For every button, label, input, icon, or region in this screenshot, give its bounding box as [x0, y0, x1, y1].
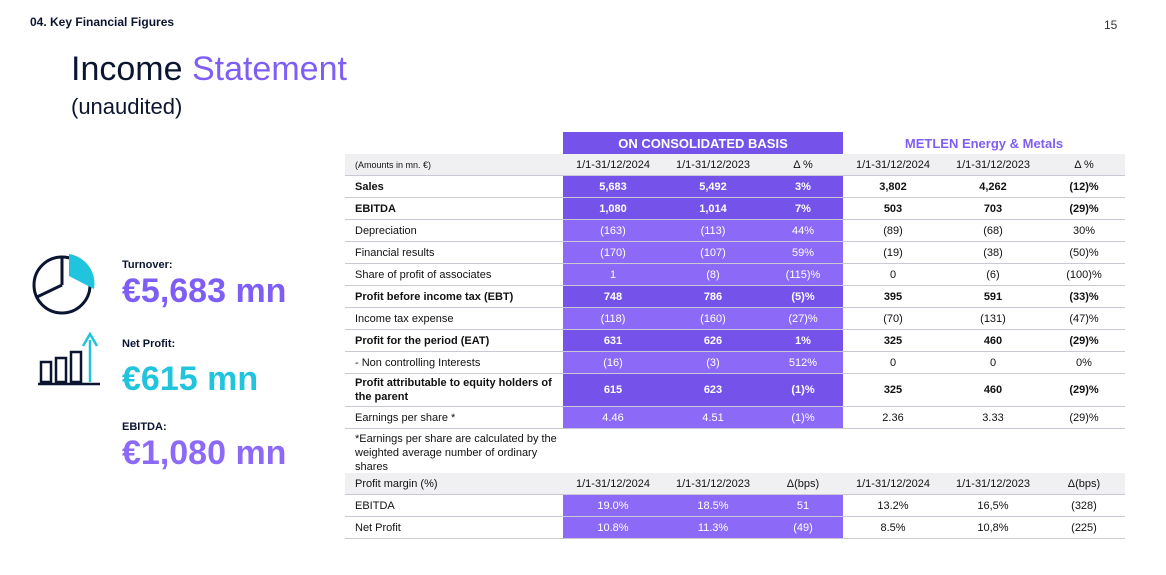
table-cell: (160) [663, 308, 763, 329]
table-cell: (328) [1071, 499, 1097, 512]
table-cell: (89) [883, 224, 903, 237]
column-header-row [345, 154, 1125, 176]
ebitda-label: EBITDA: [122, 421, 167, 433]
table-cell: 0 [989, 356, 997, 369]
row-label: Earnings per share * [355, 411, 456, 424]
page-subtitle: (unaudited) [71, 94, 183, 119]
table-cell: (113) [663, 220, 763, 241]
table-cell: (29)% [1069, 202, 1099, 215]
column-header: Δ(bps) [1043, 473, 1125, 494]
table-cell: 631 [563, 330, 663, 351]
column-header: 1/1-31/12/2024 [843, 473, 943, 494]
row-label: Share of profit of associates [355, 268, 492, 281]
table-cell: (29)% [1069, 384, 1099, 396]
row-label: Income tax expense [355, 312, 454, 325]
table-cell: 623 [663, 374, 763, 406]
ebitda-value: €1,080 mn [122, 434, 287, 472]
table-row [345, 286, 1125, 308]
table-cell: 512% [763, 352, 843, 373]
row-label: Net Profit [355, 521, 401, 534]
table-group-header [345, 132, 1125, 154]
title-main: Income [71, 50, 183, 88]
column-header: Δ(bps) [763, 473, 843, 494]
table-row [345, 352, 1125, 374]
margin-row [345, 517, 1125, 539]
title-highlight: Statement [191, 50, 347, 88]
column-header: 1/1-31/12/2024 [843, 154, 943, 175]
column-header: Δ % [1043, 154, 1125, 175]
table-cell: 51 [763, 495, 843, 516]
table-cell: 3% [763, 176, 843, 197]
table-cell: 1% [763, 330, 843, 351]
table-cell: 748 [563, 286, 663, 307]
table-cell: 1,014 [663, 198, 763, 219]
table-cell: 395 [883, 290, 903, 303]
table-cell: (100)% [1066, 268, 1102, 281]
table-cell: 5,492 [663, 176, 763, 197]
table-cell: 2.36 [882, 411, 904, 424]
table-cell: (6) [986, 268, 1000, 281]
table-cell: 16,5% [977, 499, 1009, 512]
amounts-unit-label: (Amounts in mn. €) [345, 154, 563, 175]
table-cell: 615 [563, 374, 663, 406]
table-cell: 59% [763, 242, 843, 263]
table-cell: 703 [983, 202, 1003, 215]
table-cell: 4,262 [979, 180, 1007, 193]
page-title [71, 50, 347, 89]
table-row [345, 198, 1125, 220]
table-cell: (1)% [763, 374, 843, 406]
table-cell: 5,683 [563, 176, 663, 197]
row-label: Profit before income tax (EBT) [355, 290, 514, 303]
table-cell: (19) [883, 246, 903, 259]
table-cell: (29)% [1069, 334, 1099, 347]
table-cell: (29)% [1069, 411, 1099, 424]
row-label: Financial results [355, 246, 435, 259]
table-cell: 460 [983, 384, 1003, 396]
table-cell: 7% [763, 198, 843, 219]
row-label: EBITDA [355, 202, 396, 215]
table-cell: (107) [663, 242, 763, 263]
income-statement-table [345, 132, 1125, 539]
table-cell: (33)% [1069, 290, 1099, 303]
table-cell: (3) [663, 352, 763, 373]
table-row [345, 242, 1125, 264]
column-header: 1/1-31/12/2024 [563, 473, 663, 494]
table-cell: 0 [889, 356, 897, 369]
table-row [345, 308, 1125, 330]
pie-chart-icon [32, 254, 96, 316]
table-cell: (115)% [763, 264, 843, 285]
table-cell: (16) [563, 352, 663, 373]
column-header: 1/1-31/12/2023 [663, 473, 763, 494]
table-cell: 4.46 [563, 407, 663, 428]
metlen-header: METLEN Energy & Metals [904, 135, 1064, 151]
net-profit-label: Net Profit: [122, 338, 176, 350]
table-cell: (49) [763, 517, 843, 538]
table-cell: (8) [663, 264, 763, 285]
table-cell: 19.0% [563, 495, 663, 516]
table-cell: (47)% [1069, 312, 1099, 325]
row-label: Profit attributable to equity holders of the parent [355, 377, 552, 403]
eps-footnote-row [345, 429, 1125, 473]
table-row [345, 407, 1125, 429]
section-label: 04. Key Financial Figures [30, 15, 175, 29]
table-cell: 1 [563, 264, 663, 285]
table-cell: 10,8% [977, 521, 1009, 534]
table-cell: (12)% [1069, 180, 1099, 193]
table-cell: 18.5% [663, 495, 763, 516]
bar-growth-icon [38, 330, 100, 386]
row-label: - Non controlling Interests [355, 356, 481, 369]
table-cell: (70) [883, 312, 903, 325]
table-cell: 8.5% [880, 521, 906, 534]
table-cell: 1,080 [563, 198, 663, 219]
eps-footnote: *Earnings per share are calculated by the weighted average number of ordinary shares [355, 433, 557, 473]
column-header: 1/1-31/12/2024 [563, 154, 663, 175]
table-cell: (225) [1071, 521, 1097, 534]
table-cell: (38) [983, 246, 1003, 259]
table-row [345, 176, 1125, 198]
table-cell: 13.2% [877, 499, 909, 512]
turnover-label: Turnover: [122, 259, 173, 271]
consolidated-header: ON CONSOLIDATED BASIS [563, 132, 843, 154]
table-cell: 325 [883, 334, 903, 347]
margin-header-row [345, 473, 1125, 495]
table-cell: (131) [980, 312, 1006, 325]
table-cell: (50)% [1069, 246, 1099, 259]
table-cell: 3,802 [879, 180, 907, 193]
column-header: 1/1-31/12/2023 [943, 154, 1043, 175]
column-header: Δ % [763, 154, 843, 175]
table-cell: (5)% [763, 286, 843, 307]
margin-row [345, 495, 1125, 517]
table-cell: 30% [1072, 224, 1096, 237]
turnover-value: €5,683 mn [122, 272, 287, 310]
table-cell: 325 [883, 384, 903, 396]
row-label: Sales [355, 180, 384, 193]
table-cell: 460 [983, 334, 1003, 347]
table-cell: (170) [563, 242, 663, 263]
table-cell: 4.51 [663, 407, 763, 428]
row-label: Depreciation [355, 224, 417, 237]
row-label: Profit for the period (EAT) [355, 334, 490, 347]
table-row [345, 330, 1125, 352]
table-cell: (163) [563, 220, 663, 241]
table-cell: (118) [563, 308, 663, 329]
net-profit-value: €615 mn [122, 360, 259, 398]
row-label: EBITDA [355, 499, 395, 512]
table-cell: 44% [763, 220, 843, 241]
table-cell: 10.8% [563, 517, 663, 538]
table-cell: 626 [663, 330, 763, 351]
table-cell: 0 [889, 268, 897, 281]
table-cell: 0% [1076, 356, 1092, 369]
table-cell: 591 [983, 290, 1003, 303]
table-cell: 11.3% [663, 517, 763, 538]
table-row [345, 264, 1125, 286]
column-header: 1/1-31/12/2023 [663, 154, 763, 175]
table-cell: 503 [883, 202, 903, 215]
column-header: 1/1-31/12/2023 [943, 473, 1043, 494]
table-cell: 786 [663, 286, 763, 307]
table-cell: 3.33 [982, 411, 1004, 424]
table-cell: (27)% [763, 308, 843, 329]
page-number: 15 [1104, 18, 1118, 32]
table-row [345, 220, 1125, 242]
table-cell: (1)% [763, 407, 843, 428]
table-cell: (68) [983, 224, 1003, 237]
margin-header-label: Profit margin (%) [345, 473, 563, 494]
table-row [345, 374, 1125, 407]
